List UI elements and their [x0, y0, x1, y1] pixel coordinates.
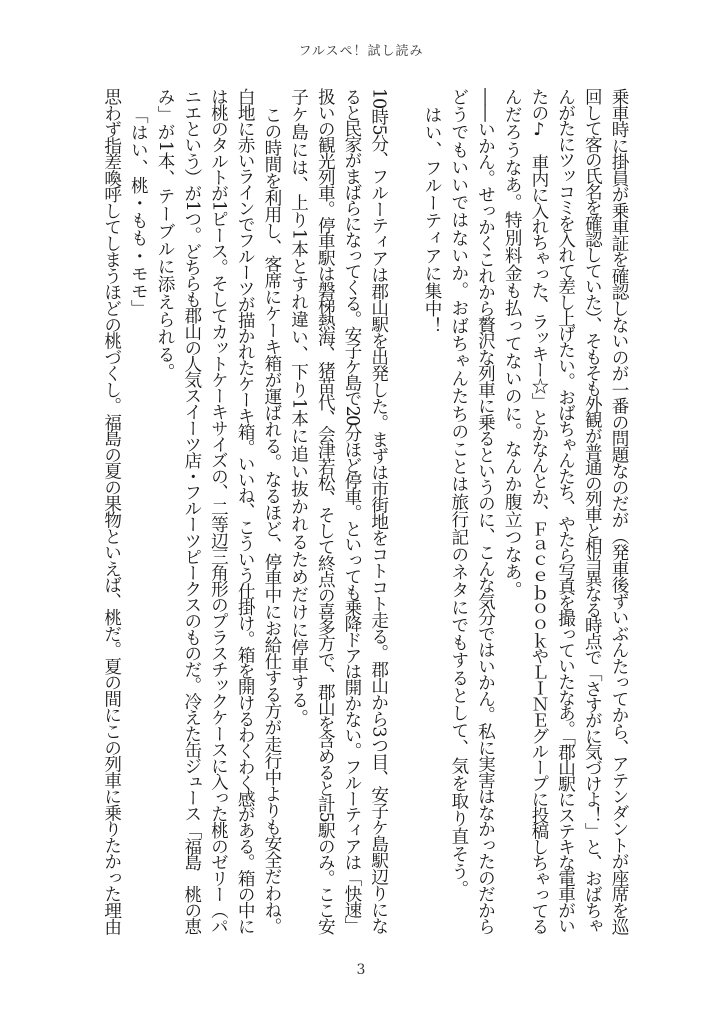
text-line: 10時5分、フルーティアは郡山駅を出発した。まずは市街地をコトコト走る。郡山から3つ目、安子ケ島駅辺りにな — [368, 88, 389, 934]
text-line: 子ケ島には、上り1本とすれ違い、下り1本に追い抜かれるためだけに停車する。 — [288, 88, 309, 727]
text-line: 白地に赤いラインでフルーツが描かれたケーキ箱。いいね、こういう仕掛け。箱を開けるわくわく感がある。箱の中に — [235, 88, 256, 934]
text-line: は桃のタルトが1ピース。そしてカットケーキサイズの、二等辺三角形のプラスチックケースに入った桃のゼリー（パ — [208, 88, 229, 934]
page-number: 3 — [356, 962, 366, 978]
text-line: 回して客の氏名を確認していた）、そもそも外観が普通の列車と相当異なる時点で「さすがに気づけよ！」と、おばちゃ — [582, 88, 603, 933]
running-header: フルスペ！試し読み — [298, 44, 424, 59]
text-line: この時間を利用し、客席にケーキ箱が運ばれる。なるほど、停車中にお給仕する方が走行中よりも安全だわね。 — [261, 105, 282, 934]
text-line: 扱いの観光列車。停車駅は磐梯熱海、猪苗代、会津若松、そして終点の喜多方で、郡山を含めると計5駅のみ。ここ安 — [315, 88, 336, 934]
text-line: はい、フルーティアに集中！ — [422, 105, 443, 335]
text-line: んだろうなあ。特別料金も払ってないのに。なんか腹立つなあ。 — [502, 88, 523, 599]
text-line: ると民家がまばらになってくる。安子ケ島で20分ほど停車。といっても乗降ドアは開かない。フルーティアは「快速」 — [341, 88, 362, 933]
text-line: んがたにツッコミを入れて差し上げたい。おばちゃんたち、やたら写真を撮っていたなあ。「郡山駅にステキな電車がい — [555, 88, 576, 933]
text-line: 思わず指差喚呼してしまうほどの桃づくし。福島の夏の果物といえば、桃だ。夏の間にこの列車に乗りたかった理由 — [101, 88, 122, 935]
text-line: 乗車時に掛員が乗車証を確認しないのが一番の問題なのだが（発車後ずいぶんたってから、アテンダントが座席を巡 — [609, 88, 629, 935]
text-line: 「はい、桃・もも・モモ」 — [128, 105, 149, 317]
text-line: どうでもいいではないか。おばちゃんたちのことは旅行記のネタにでもするとして、気を取り直そう。 — [448, 88, 469, 898]
text-line: み」が1本、テーブルに添えられる。 — [155, 88, 176, 381]
blank-line — [392, 88, 419, 944]
text-line: たの♪ 車内に入れちゃった、ラッキー☆」とかなんとか、ＦａｃｅｂｏｏｋやＬＩＮＥグループに投稿しちゃってる — [528, 88, 549, 934]
text-line: ニエという）が1つ。どちらも郡山の人気スイーツ店・フルーツピークスのものだ。冷えた缶ジュース「福島 桃の恵 — [181, 88, 202, 934]
text-line: ――いかん。せっかくこれから贅沢な列車に乗るというのに、こんな気分ではいかん。私に実害はなかったのだから — [475, 88, 496, 935]
vertical-body-text — [92, 88, 632, 944]
